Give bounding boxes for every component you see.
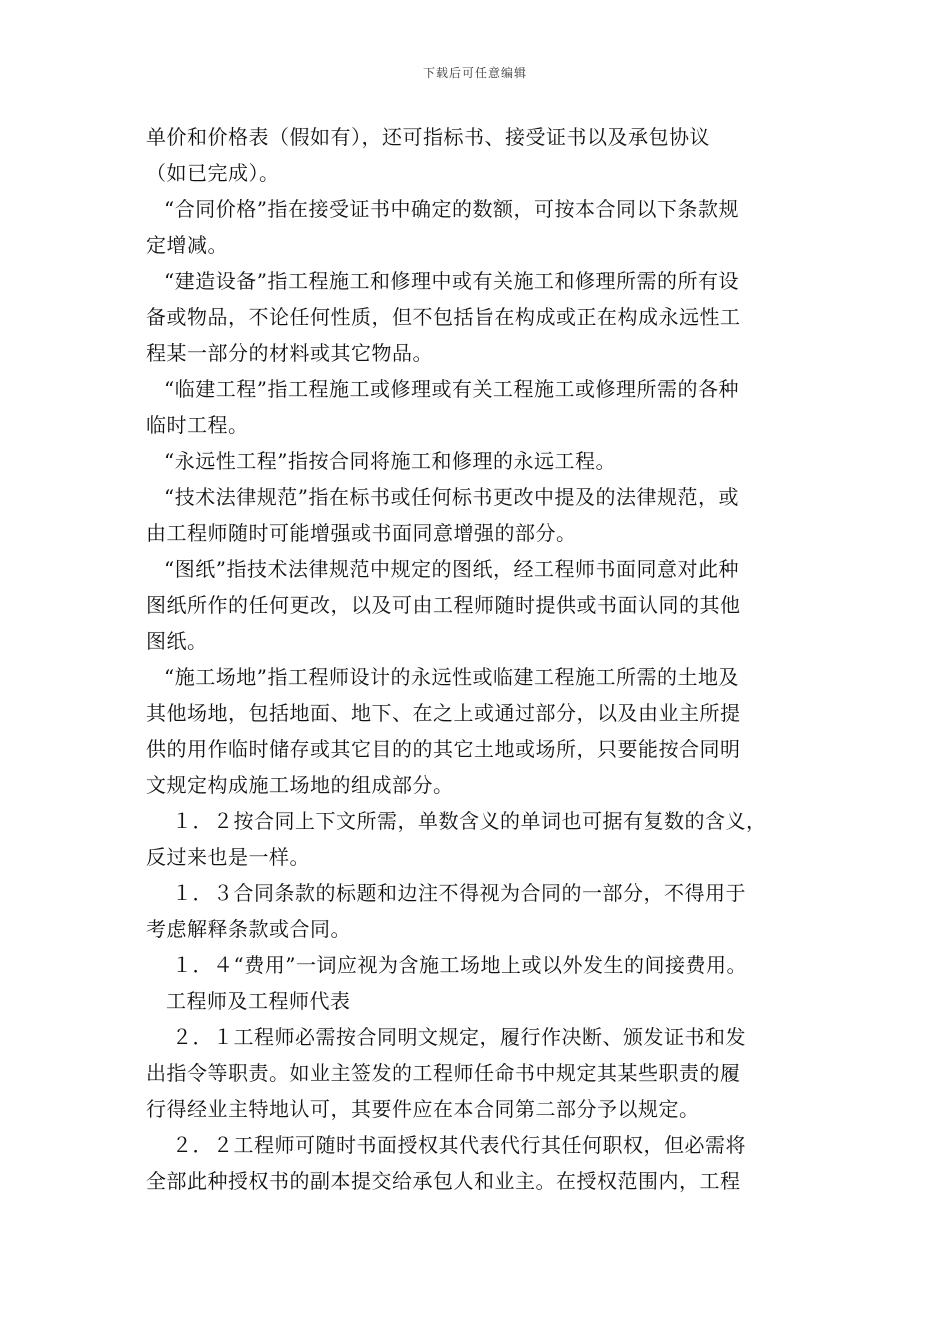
text-line: ２．２工程师可随时书面授权其代表代行其任何职权，但必需将 (172, 1133, 746, 1157)
text-line: ２．１工程师必需按合同明文规定，履行作决断、颁发证书和发 (172, 1025, 746, 1049)
text-line: 单价和价格表（假如有），还可指标书、接受证书以及承包协议 (146, 125, 710, 149)
text-line: “施工场地”指工程师设计的永远性或临建工程施工所需的土地及 (164, 665, 739, 689)
text-line: 图纸所作的任何更改，以及可由工程师随时提供或书面认同的其他 (146, 593, 741, 617)
text-line: 全部此种授权书的副本提交给承包人和业主。在授权范围内，工程 (146, 1169, 741, 1193)
text-line: （如已完成）。 (146, 161, 280, 185)
text-line: 临时工程。 (146, 413, 249, 437)
text-line: 程某一部分的材料或其它物品。 (146, 341, 433, 365)
text-line: “合同价格”指在接受证书中确定的数额，可按本合同以下条款规 (164, 197, 739, 221)
text-line: 图纸。 (146, 629, 208, 653)
page-header: 下载后可任意编辑 (422, 66, 527, 80)
text-line: “永远性工程”指按合同将施工和修理的永远工程。 (164, 449, 616, 473)
text-line: 由工程师随时可能增强或书面同意增强的部分。 (146, 521, 577, 545)
text-line: 出指令等职责。如业主签发的工程师任命书中规定其某些职责的履 (146, 1061, 741, 1085)
text-line: 反过来也是一样。 (146, 845, 310, 869)
text-line: 供的用作临时储存或其它目的的其它土地或场所，只要能按合同明 (146, 737, 741, 761)
text-line: “临建工程”指工程施工或修理或有关工程施工或修理所需的各种 (164, 377, 739, 401)
text-line: 其他场地，包括地面、地下、在之上或通过部分，以及由业主所提 (146, 701, 741, 725)
text-line: １．３合同条款的标题和边注不得视为合同的一部分，不得用于 (172, 881, 746, 905)
text-line: 定增减。 (146, 233, 228, 257)
text-line: “技术法律规范”指在标书或任何标书更改中提及的法律规范，或 (164, 485, 739, 509)
text-line: 备或物品，不论任何性质，但不包括旨在构成或正在构成永远性工 (146, 305, 741, 329)
text-line: 工程师及工程师代表 (166, 989, 351, 1013)
text-line: 行得经业主特地认可，其要件应在本合同第二部分予以规定。 (146, 1097, 700, 1121)
text-line: １．４“费用”一词应视为含施工场地上或以外发生的间接费用。 (172, 953, 747, 977)
text-line: １．２按合同上下文所需，单数含义的单词也可据有复数的含义， (172, 809, 767, 833)
text-line: 文规定构成施工场地的组成部分。 (146, 773, 454, 797)
document-body (146, 119, 822, 1199)
text-line: 考虑解释条款或合同。 (146, 917, 351, 941)
text-line: “建造设备”指工程施工和修理中或有关施工和修理所需的所有设 (164, 269, 739, 293)
text-line: “图纸”指技术法律规范中规定的图纸，经工程师书面同意对此种 (164, 557, 739, 581)
